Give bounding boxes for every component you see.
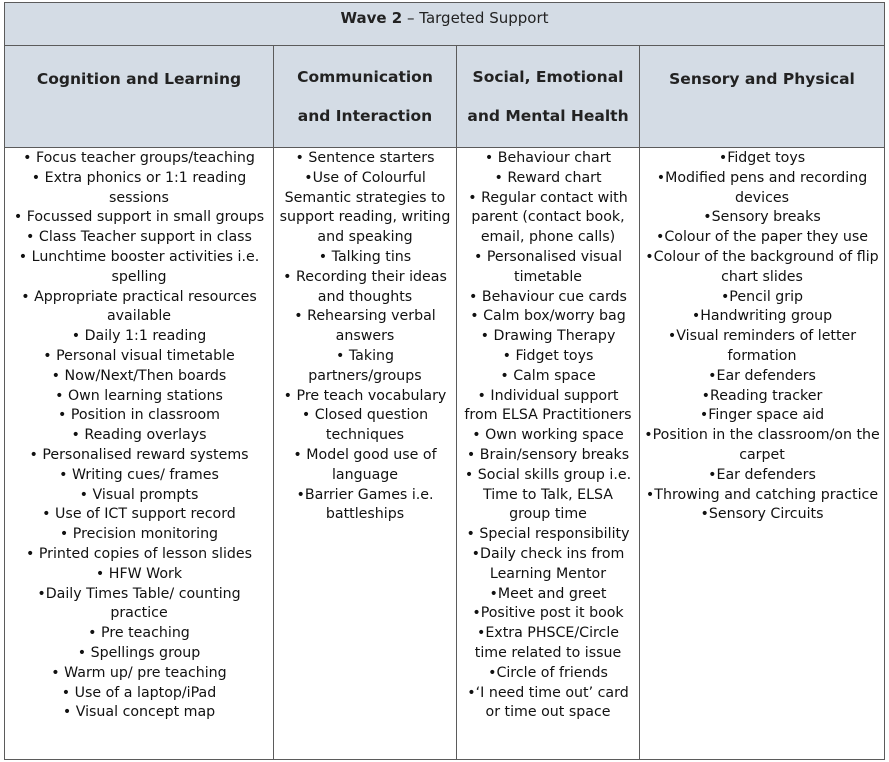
list-item: • Focus teacher groups/teaching — [23, 150, 255, 166]
list-item: • Pre teach vocabulary — [283, 387, 447, 404]
column-communication-and-interaction — [274, 148, 456, 760]
list-item: •Modified pens and recording devices — [656, 169, 868, 206]
list-item: • Now/Next/Then boards — [51, 367, 227, 384]
list-item: • Special responsibility — [466, 526, 630, 543]
list-item: • Warm up/ pre teaching — [51, 664, 227, 681]
table-title — [5, 3, 884, 46]
column-cognition-and-learning — [5, 148, 273, 760]
list-item: •‘I need time out’ card or time out space — [467, 684, 629, 721]
list-item: •Extra PHSCE/Circle time related to issue — [474, 625, 622, 661]
list-item: • Individual support from ELSA Practitioners — [464, 387, 632, 424]
list-item: •Circle of friends — [488, 664, 608, 681]
list-item: •Throwing and catching practice — [645, 486, 879, 503]
list-item: • Daily 1:1 reading — [71, 328, 207, 345]
table-title-subtitle: – Targeted Support — [402, 9, 549, 27]
list-item: •Reading tracker — [701, 387, 823, 404]
header-sensory-and-physical: Sensory and Physical — [669, 70, 855, 88]
list-item: • Position in classroom — [58, 407, 220, 424]
list-item: • Writing cues/ frames — [59, 466, 219, 483]
list-item: • Lunchtime booster activities i.e. spelling — [18, 248, 260, 285]
list-item: • HFW Work — [95, 565, 183, 582]
list-item: • Use of ICT support record — [42, 506, 236, 523]
list-item: • Brain/sensory breaks — [466, 446, 630, 463]
list-item: •Barrier Games i.e. battleships — [296, 486, 434, 523]
list-item: • Own learning stations — [55, 387, 223, 404]
list-item: • Talking tins — [318, 248, 412, 265]
list-item: •Colour of the paper they use — [656, 229, 868, 246]
column-sensory-and-physical — [640, 148, 884, 760]
list-social-emotional-mental-health — [457, 149, 639, 723]
list-item: • Personalised reward systems — [29, 446, 249, 463]
list-item: •Sensory breaks — [703, 209, 821, 226]
list-item: •Meet and greet — [489, 585, 607, 602]
list-item: • Behaviour chart — [484, 150, 612, 166]
list-item: •Ear defenders — [708, 367, 816, 384]
list-item: • Rehearsing verbal answers — [294, 308, 436, 345]
list-item: • Precision monitoring — [59, 526, 219, 543]
list-item: • Class Teacher support in class — [26, 229, 252, 246]
list-item: • Fidget toys — [502, 347, 594, 364]
list-item: •Colour of the background of flip chart slides — [645, 248, 879, 285]
header-communication-and-interaction: Communication and Interaction — [297, 67, 433, 125]
list-item: • Spellings group — [77, 644, 201, 661]
list-item: • Model good use of language — [293, 446, 437, 483]
list-item: • Printed copies of lesson slides — [25, 545, 253, 562]
list-item: • Behaviour cue cards — [469, 288, 627, 305]
list-item: • Pre teaching — [88, 625, 190, 642]
list-item: • Focussed support in small groups — [13, 209, 265, 226]
list-item: • Drawing Therapy — [480, 328, 616, 345]
list-sensory-and-physical — [640, 149, 884, 525]
list-item: • Taking partners/groups — [308, 347, 422, 384]
list-item: • Calm box/worry bag — [470, 308, 626, 325]
table-title-wave: Wave 2 — [340, 9, 403, 27]
table-body-row — [5, 148, 884, 760]
list-item: •Positive post it book — [472, 605, 624, 622]
list-item: • Recording their ideas and thoughts — [283, 268, 447, 305]
list-item: •Pencil grip — [720, 288, 804, 305]
list-item: • Visual concept map — [62, 704, 216, 721]
list-item: • Social skills group i.e. Time to Talk, ELSA group time — [464, 466, 632, 523]
list-item: •Use of Colourful Semantic strategies to support reading, writing and speaking — [279, 169, 451, 246]
header-cognition-and-learning: Cognition and Learning — [36, 70, 242, 88]
list-item: • Visual prompts — [79, 486, 199, 503]
list-item: •Daily Times Table/ counting practice — [37, 585, 241, 622]
list-item: • Closed question techniques — [301, 407, 429, 444]
list-item: • Appropriate practical resources available — [21, 288, 257, 325]
list-item: •Ear defenders — [708, 466, 816, 483]
list-item: • Reading overlays — [71, 427, 207, 444]
column-header-row — [5, 46, 884, 148]
column-social-emotional-mental-health — [457, 148, 639, 760]
list-item: • Regular contact with parent (contact book, email, phone calls) — [468, 189, 628, 246]
list-item: •Sensory Circuits — [700, 506, 824, 523]
list-item: •Visual reminders of letter formation — [667, 328, 857, 364]
list-item: • Personalised visual timetable — [473, 248, 623, 285]
list-item: •Fidget toys — [718, 150, 806, 166]
list-item: •Finger space aid — [699, 407, 825, 424]
list-communication-and-interaction — [274, 149, 456, 525]
list-item: • Extra phonics or 1:1 reading sessions — [31, 169, 247, 206]
list-item: • Sentence starters — [295, 150, 435, 166]
list-item: •Position in the classroom/on the carpet — [644, 427, 880, 463]
list-cognition-and-learning — [5, 149, 273, 723]
header-social-emotional-mental-health: Social, Emotional and Mental Health — [467, 67, 629, 125]
list-item: • Reward chart — [494, 169, 602, 186]
list-item: •Daily check ins from Learning Mentor — [471, 545, 625, 582]
list-item: • Personal visual timetable — [43, 347, 235, 364]
support-table — [4, 2, 885, 760]
list-item: •Handwriting group — [691, 308, 833, 325]
list-item: • Calm space — [500, 367, 596, 384]
list-item: • Own working space — [472, 427, 624, 444]
list-item: • Use of a laptop/iPad — [61, 684, 217, 701]
